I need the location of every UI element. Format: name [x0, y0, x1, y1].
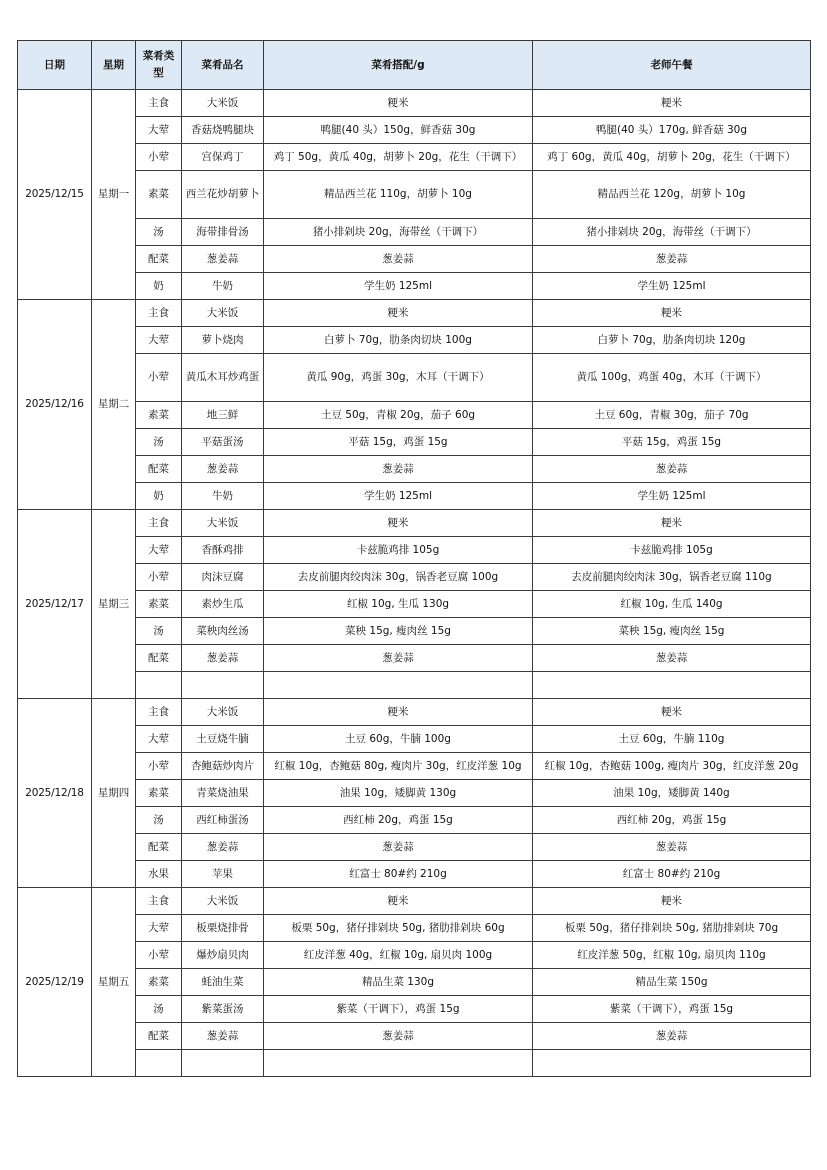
dish-type-cell: 配菜: [136, 456, 182, 483]
combination-cell: 葱姜蒜: [264, 456, 533, 483]
combination-cell: 卡兹脆鸡排 105g: [264, 537, 533, 564]
weekday-cell: 星期二: [92, 300, 136, 510]
dish-type-cell: 小荤: [136, 564, 182, 591]
teacher-lunch-cell: 粳米: [533, 300, 811, 327]
menu-row: [18, 726, 811, 753]
dish-type-cell: 主食: [136, 699, 182, 726]
teacher-lunch-cell: 菜秧 15g, 瘦肉丝 15g: [533, 618, 811, 645]
teacher-lunch-cell: 粳米: [533, 90, 811, 117]
menu-row: [18, 753, 811, 780]
menu-row: [18, 354, 811, 402]
dish-name-cell: 海带排骨汤: [182, 219, 264, 246]
menu-row: [18, 618, 811, 645]
header-combination: 菜肴搭配/g: [264, 41, 533, 90]
menu-row: [18, 996, 811, 1023]
dish-name-cell: 葱姜蒜: [182, 1023, 264, 1050]
combination-cell: [264, 1050, 533, 1077]
dish-name-cell: 葱姜蒜: [182, 246, 264, 273]
menu-row: [18, 246, 811, 273]
menu-row: [18, 402, 811, 429]
combination-cell: 菜秧 15g, 瘦肉丝 15g: [264, 618, 533, 645]
menu-row: [18, 483, 811, 510]
combination-cell: 葱姜蒜: [264, 834, 533, 861]
menu-row: [18, 942, 811, 969]
dish-name-cell: 黄瓜木耳炒鸡蛋: [182, 354, 264, 402]
dish-type-cell: 配菜: [136, 645, 182, 672]
teacher-lunch-cell: 葱姜蒜: [533, 834, 811, 861]
date-cell: 2025/12/15: [18, 90, 92, 300]
teacher-lunch-cell: 平菇 15g，鸡蛋 15g: [533, 429, 811, 456]
dish-name-cell: 青菜烧油果: [182, 780, 264, 807]
dish-name-cell: 土豆烧牛腩: [182, 726, 264, 753]
teacher-lunch-cell: 葱姜蒜: [533, 246, 811, 273]
teacher-lunch-cell: 粳米: [533, 888, 811, 915]
menu-row: [18, 780, 811, 807]
menu-row: [18, 861, 811, 888]
teacher-lunch-cell: 卡兹脆鸡排 105g: [533, 537, 811, 564]
header-teacher-lunch: 老师午餐: [533, 41, 811, 90]
teacher-lunch-cell: 白萝卜 70g，肋条肉切块 120g: [533, 327, 811, 354]
teacher-lunch-cell: 学生奶 125ml: [533, 273, 811, 300]
combination-cell: 鸡丁 50g，黄瓜 40g，胡萝卜 20g，花生（干调下）: [264, 144, 533, 171]
dish-name-cell: 宫保鸡丁: [182, 144, 264, 171]
dish-type-cell: [136, 1050, 182, 1077]
menu-row: [18, 645, 811, 672]
teacher-lunch-cell: 红椒 10g, 生瓜 140g: [533, 591, 811, 618]
dish-type-cell: 大荤: [136, 537, 182, 564]
menu-row: [18, 969, 811, 996]
dish-type-cell: 素菜: [136, 402, 182, 429]
combination-cell: 学生奶 125ml: [264, 273, 533, 300]
dish-name-cell: 菜秧肉丝汤: [182, 618, 264, 645]
dish-type-cell: 汤: [136, 429, 182, 456]
combination-cell: 红椒 10g，杏鲍菇 80g, 瘦肉片 30g，红皮洋葱 10g: [264, 753, 533, 780]
menu-row: [18, 90, 811, 117]
menu-row: [18, 699, 811, 726]
combination-cell: 西红柿 20g，鸡蛋 15g: [264, 807, 533, 834]
combination-cell: 学生奶 125ml: [264, 483, 533, 510]
menu-row: [18, 888, 811, 915]
dish-type-cell: 大荤: [136, 327, 182, 354]
menu-row: [18, 171, 811, 219]
teacher-lunch-cell: 猪小排剁块 20g，海带丝（干调下）: [533, 219, 811, 246]
dish-name-cell: 紫菜蛋汤: [182, 996, 264, 1023]
combination-cell: 油果 10g，矮脚黄 130g: [264, 780, 533, 807]
combination-cell: 葱姜蒜: [264, 645, 533, 672]
dish-type-cell: 大荤: [136, 915, 182, 942]
combination-cell: 葱姜蒜: [264, 246, 533, 273]
combination-cell: 去皮前腿肉绞肉沫 30g，锅香老豆腐 100g: [264, 564, 533, 591]
combination-cell: 板栗 50g，猪仔排剁块 50g, 猪肋排剁块 60g: [264, 915, 533, 942]
dish-name-cell: 葱姜蒜: [182, 645, 264, 672]
menu-row: [18, 537, 811, 564]
combination-cell: [264, 672, 533, 699]
dish-type-cell: 奶: [136, 483, 182, 510]
dish-name-cell: 肉沫豆腐: [182, 564, 264, 591]
menu-row: [18, 807, 811, 834]
teacher-lunch-cell: 葱姜蒜: [533, 645, 811, 672]
dish-type-cell: 小荤: [136, 354, 182, 402]
header-dish-name: 菜肴品名: [182, 41, 264, 90]
weekday-cell: 星期一: [92, 90, 136, 300]
date-cell: 2025/12/17: [18, 510, 92, 699]
header-row: [18, 41, 811, 90]
combination-cell: 猪小排剁块 20g，海带丝（干调下）: [264, 219, 533, 246]
dish-type-cell: 小荤: [136, 753, 182, 780]
dish-name-cell: 苹果: [182, 861, 264, 888]
combination-cell: 粳米: [264, 510, 533, 537]
dish-name-cell: 香菇烧鸭腿块: [182, 117, 264, 144]
teacher-lunch-cell: 鸡丁 60g，黄瓜 40g，胡萝卜 20g，花生（干调下）: [533, 144, 811, 171]
combination-cell: 黄瓜 90g，鸡蛋 30g，木耳（干调下）: [264, 354, 533, 402]
weekday-cell: 星期四: [92, 699, 136, 888]
menu-row: [18, 117, 811, 144]
teacher-lunch-cell: 精品西兰花 120g，胡萝卜 10g: [533, 171, 811, 219]
dish-type-cell: 主食: [136, 90, 182, 117]
dish-type-cell: 小荤: [136, 942, 182, 969]
combination-cell: 红皮洋葱 40g，红椒 10g, 扇贝肉 100g: [264, 942, 533, 969]
header-weekday: 星期: [92, 41, 136, 90]
dish-name-cell: 蚝油生菜: [182, 969, 264, 996]
teacher-lunch-cell: 粳米: [533, 510, 811, 537]
menu-row: [18, 300, 811, 327]
dish-name-cell: 大米饭: [182, 699, 264, 726]
dish-name-cell: [182, 672, 264, 699]
dish-name-cell: 杏鲍菇炒肉片: [182, 753, 264, 780]
menu-row: [18, 144, 811, 171]
teacher-lunch-cell: 粳米: [533, 699, 811, 726]
teacher-lunch-cell: 精品生菜 150g: [533, 969, 811, 996]
dish-name-cell: 牛奶: [182, 483, 264, 510]
dish-name-cell: 板栗烧排骨: [182, 915, 264, 942]
dish-type-cell: 大荤: [136, 726, 182, 753]
teacher-lunch-cell: 板栗 50g，猪仔排剁块 50g, 猪肋排剁块 70g: [533, 915, 811, 942]
dish-name-cell: 大米饭: [182, 510, 264, 537]
weekday-cell: 星期三: [92, 510, 136, 699]
menu-row: [18, 1050, 811, 1077]
combination-cell: 精品西兰花 110g，胡萝卜 10g: [264, 171, 533, 219]
dish-name-cell: 地三鲜: [182, 402, 264, 429]
teacher-lunch-cell: 葱姜蒜: [533, 1023, 811, 1050]
dish-name-cell: 葱姜蒜: [182, 456, 264, 483]
teacher-lunch-cell: 学生奶 125ml: [533, 483, 811, 510]
dish-name-cell: 爆炒扇贝肉: [182, 942, 264, 969]
dish-type-cell: 小荤: [136, 144, 182, 171]
dish-type-cell: 素菜: [136, 591, 182, 618]
menu-row: [18, 915, 811, 942]
combination-cell: 红椒 10g, 生瓜 130g: [264, 591, 533, 618]
teacher-lunch-cell: 葱姜蒜: [533, 456, 811, 483]
dish-type-cell: 配菜: [136, 1023, 182, 1050]
dish-type-cell: 汤: [136, 996, 182, 1023]
menu-row: [18, 273, 811, 300]
dish-name-cell: 素炒生瓜: [182, 591, 264, 618]
dish-type-cell: 素菜: [136, 969, 182, 996]
header-dish-type: 菜肴类型: [136, 41, 182, 90]
combination-cell: 粳米: [264, 888, 533, 915]
combination-cell: 葱姜蒜: [264, 1023, 533, 1050]
menu-row: [18, 327, 811, 354]
dish-name-cell: 牛奶: [182, 273, 264, 300]
menu-row: [18, 564, 811, 591]
teacher-lunch-cell: 红富士 80#约 210g: [533, 861, 811, 888]
teacher-lunch-cell: 紫菜（干调下），鸡蛋 15g: [533, 996, 811, 1023]
dish-type-cell: 奶: [136, 273, 182, 300]
menu-row: [18, 510, 811, 537]
dish-type-cell: 主食: [136, 888, 182, 915]
dish-type-cell: 配菜: [136, 246, 182, 273]
dish-name-cell: 大米饭: [182, 888, 264, 915]
combination-cell: 粳米: [264, 90, 533, 117]
dish-type-cell: 素菜: [136, 171, 182, 219]
teacher-lunch-cell: 红皮洋葱 50g，红椒 10g, 扇贝肉 110g: [533, 942, 811, 969]
teacher-lunch-cell: 去皮前腿肉绞肉沫 30g，锅香老豆腐 110g: [533, 564, 811, 591]
teacher-lunch-cell: 鸭腿(40 头）170g, 鲜香菇 30g: [533, 117, 811, 144]
teacher-lunch-cell: 黄瓜 100g，鸡蛋 40g，木耳（干调下）: [533, 354, 811, 402]
dish-type-cell: 水果: [136, 861, 182, 888]
dish-type-cell: 汤: [136, 807, 182, 834]
date-cell: 2025/12/18: [18, 699, 92, 888]
teacher-lunch-cell: 土豆 60g，牛腩 110g: [533, 726, 811, 753]
dish-name-cell: 香酥鸡排: [182, 537, 264, 564]
teacher-lunch-cell: 土豆 60g，青椒 30g，茄子 70g: [533, 402, 811, 429]
menu-body: [18, 90, 811, 1077]
dish-type-cell: 主食: [136, 510, 182, 537]
teacher-lunch-cell: 油果 10g，矮脚黄 140g: [533, 780, 811, 807]
dish-type-cell: [136, 672, 182, 699]
menu-row: [18, 1023, 811, 1050]
combination-cell: 精品生菜 130g: [264, 969, 533, 996]
combination-cell: 粳米: [264, 699, 533, 726]
menu-row: [18, 834, 811, 861]
combination-cell: 土豆 60g，牛腩 100g: [264, 726, 533, 753]
menu-row: [18, 219, 811, 246]
menu-row: [18, 672, 811, 699]
menu-row: [18, 456, 811, 483]
combination-cell: 土豆 50g，青椒 20g，茄子 60g: [264, 402, 533, 429]
combination-cell: 平菇 15g，鸡蛋 15g: [264, 429, 533, 456]
date-cell: 2025/12/16: [18, 300, 92, 510]
menu-row: [18, 429, 811, 456]
teacher-lunch-cell: 红椒 10g，杏鲍菇 100g, 瘦肉片 30g，红皮洋葱 20g: [533, 753, 811, 780]
dish-name-cell: 西红柿蛋汤: [182, 807, 264, 834]
combination-cell: 鸭腿(40 头）150g，鲜香菇 30g: [264, 117, 533, 144]
dish-type-cell: 配菜: [136, 834, 182, 861]
combination-cell: 白萝卜 70g，肋条肉切块 100g: [264, 327, 533, 354]
weekday-cell: 星期五: [92, 888, 136, 1077]
dish-type-cell: 大荤: [136, 117, 182, 144]
dish-name-cell: 大米饭: [182, 300, 264, 327]
dish-type-cell: 主食: [136, 300, 182, 327]
dish-type-cell: 素菜: [136, 780, 182, 807]
dish-name-cell: 西兰花炒胡萝卜: [182, 171, 264, 219]
dish-type-cell: 汤: [136, 618, 182, 645]
weekly-menu-table: [17, 40, 811, 1077]
teacher-lunch-cell: [533, 672, 811, 699]
combination-cell: 紫菜（干调下），鸡蛋 15g: [264, 996, 533, 1023]
dish-name-cell: 平菇蛋汤: [182, 429, 264, 456]
dish-name-cell: 葱姜蒜: [182, 834, 264, 861]
teacher-lunch-cell: [533, 1050, 811, 1077]
header-date: 日期: [18, 41, 92, 90]
teacher-lunch-cell: 西红柿 20g，鸡蛋 15g: [533, 807, 811, 834]
date-cell: 2025/12/19: [18, 888, 92, 1077]
dish-type-cell: 汤: [136, 219, 182, 246]
menu-row: [18, 591, 811, 618]
dish-name-cell: [182, 1050, 264, 1077]
dish-name-cell: 萝卜烧肉: [182, 327, 264, 354]
dish-name-cell: 大米饭: [182, 90, 264, 117]
combination-cell: 粳米: [264, 300, 533, 327]
combination-cell: 红富士 80#约 210g: [264, 861, 533, 888]
